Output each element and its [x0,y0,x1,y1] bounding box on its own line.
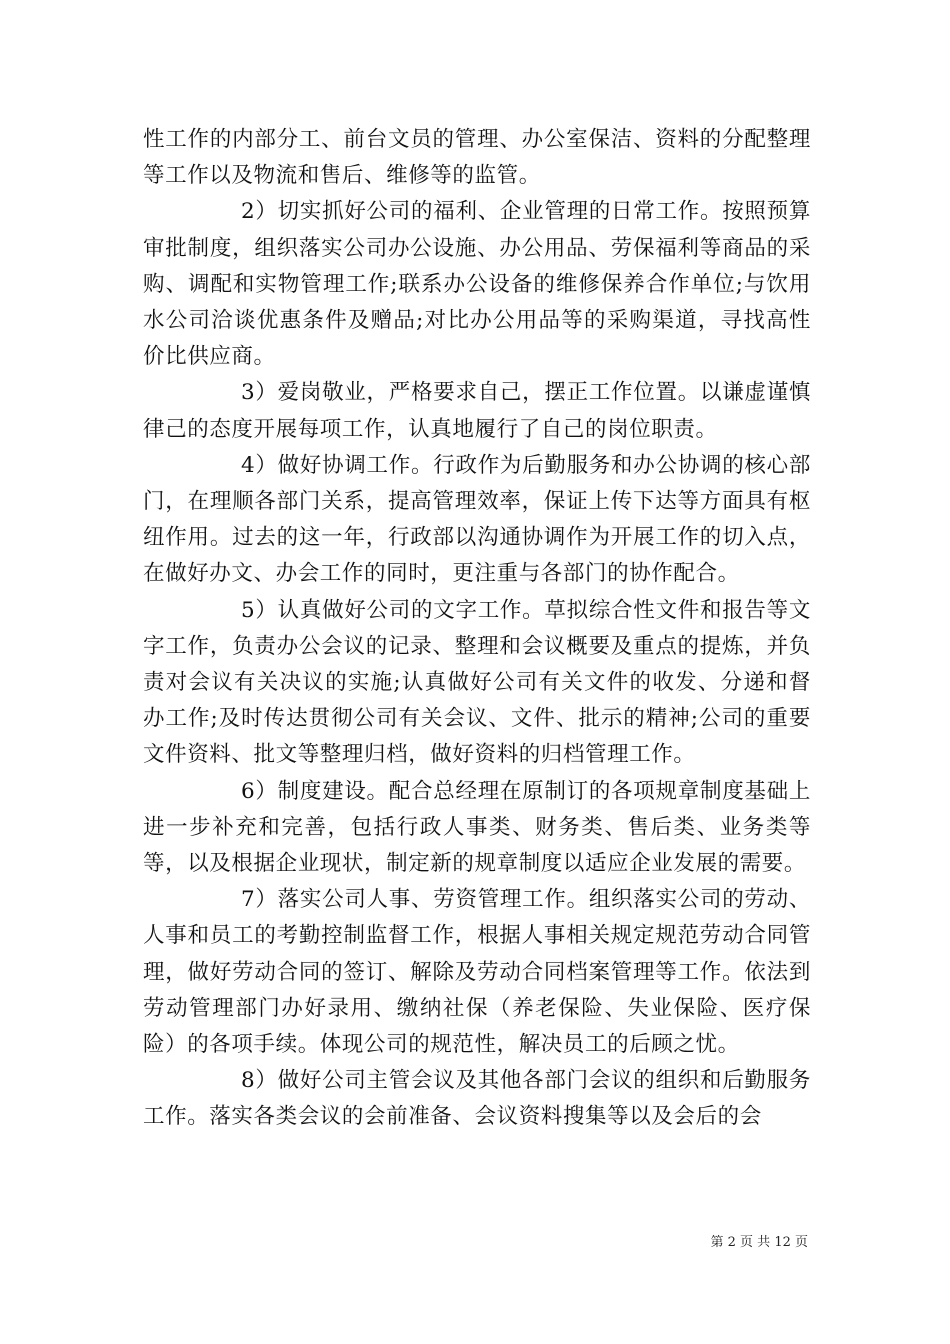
paragraph-6: 6）制度建设。配合总经理在原制订的各项规章制度基础上进一步补充和完善，包括行政人事类、财务类、售后类、业务类等等，以及根据企业现状，制定新的规章制度以适应企业发展的需要。 [143,778,811,877]
document-body [143,122,811,1136]
paragraph-4: 4）做好协调工作。行政作为后勤服务和办公协调的核心部门，在理顺各部门关系，提高管理效率，保证上传下达等方面具有枢纽作用。过去的这一年，行政部以沟通协调作为开展工作的切入点，在做好办文、办会工作的同时，更注重与各部门的协作配合。 [143,452,811,587]
page-number-footer: 第 2 页 共 12 页 [710,1235,808,1250]
paragraph-3: 3）爱岗敬业，严格要求自己，摆正工作位置。以谦虚谨慎律己的态度开展每项工作，认真地履行了自己的岗位职责。 [143,380,811,442]
paragraph-5: 5）认真做好公司的文字工作。草拟综合性文件和报告等文字工作，负责办公会议的记录、整理和会议概要及重点的提炼，并负责对会议有关决议的实施;认真做好公司有关文件的收发、分递和督办工作;及时传达贯彻公司有关会议、文件、批示的精神;公司的重要文件资料、批文等整理归档，做好资料的归档管理工作。 [143,597,811,768]
paragraph-7: 7）落实公司人事、劳资管理工作。组织落实公司的劳动、人事和员工的考勤控制监督工作，根据人事相关规定规范劳动合同管理，做好劳动合同的签订、解除及劳动合同档案管理等工作。依法到劳动管理部门办好录用、缴纳社保（养老保险、失业保险、医疗保险）的各项手续。体现公司的规范性，解决员工的后顾之忧。 [143,887,811,1058]
paragraph-2: 2）切实抓好公司的福利、企业管理的日常工作。按照预算审批制度，组织落实公司办公设施、办公用品、劳保福利等商品的采购、调配和实物管理工作;联系办公设备的维修保养合作单位;与饮用水公司洽谈优惠条件及赠品;对比办公用品等的采购渠道，寻找高性价比供应商。 [143,199,811,370]
paragraph-8: 8）做好公司主管会议及其他各部门会议的组织和后勤服务工作。落实各类会议的会前准备、会议资料搜集等以及会后的会 [143,1068,811,1130]
paragraph-1: 性工作的内部分工、前台文员的管理、办公室保洁、资料的分配整理等工作以及物流和售后、维修等的监管。 [143,127,811,189]
